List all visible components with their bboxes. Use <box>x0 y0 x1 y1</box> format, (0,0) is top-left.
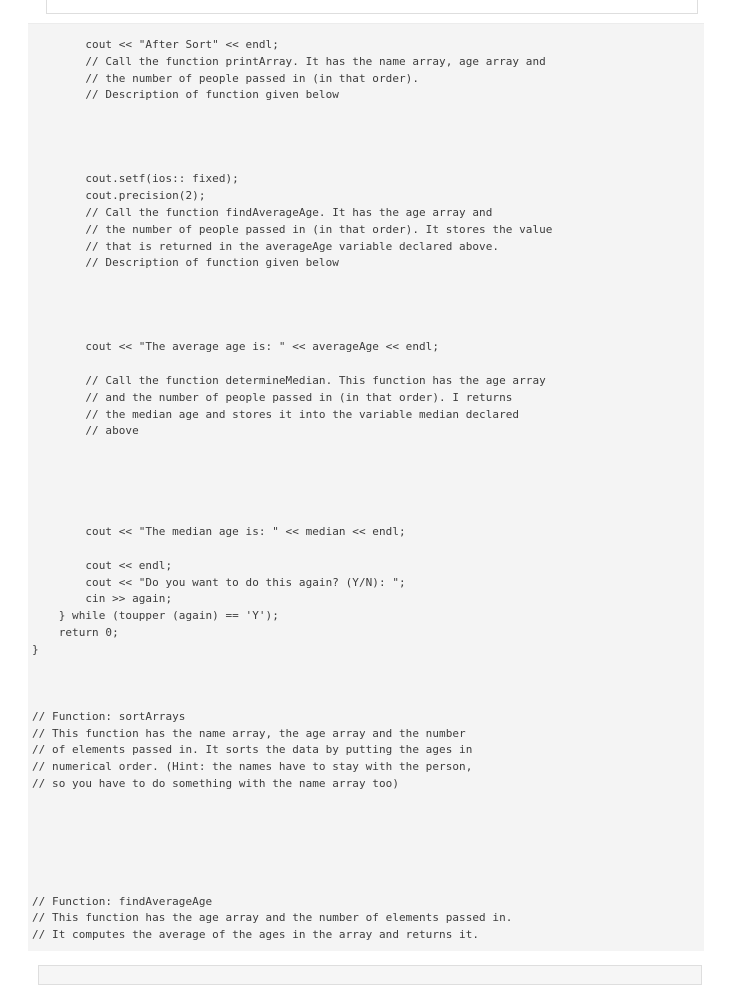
code-line: } while (toupper (again) == 'Y'); <box>32 609 279 623</box>
code-line <box>32 356 552 373</box>
code-line: // Description of function given below <box>32 256 339 270</box>
code-line: cin >> again; <box>32 592 173 606</box>
code-line: cout << endl; <box>32 558 173 572</box>
code-line: // the median age and stores it into the variable median declared <box>32 407 520 421</box>
code-line <box>32 541 552 558</box>
code-line <box>32 138 552 155</box>
code-line: // This function has the name array, the age array and the number <box>32 726 466 740</box>
code-line <box>32 155 552 172</box>
code-line: return 0; <box>32 625 119 639</box>
code-line <box>32 289 552 306</box>
code-line <box>32 323 552 340</box>
code-line: cout << "Do you want to do this again? (Y/N): "; <box>32 575 406 589</box>
code-line: cout << "The average age is: " << averageAge << endl; <box>32 340 440 354</box>
code-line: // Call the function findAverageAge. It has the age array and <box>32 205 493 219</box>
code-line <box>32 692 552 709</box>
code-line: // This function has the age array and the number of elements passed in. <box>32 911 513 925</box>
code-line <box>32 440 552 457</box>
code-line: cout.setf(ios:: fixed); <box>32 172 239 186</box>
code-line <box>32 121 552 138</box>
code-line <box>32 675 552 692</box>
code-line: // so you have to do something with the name array too) <box>32 777 399 791</box>
code-lines <box>32 37 552 944</box>
code-line <box>32 658 552 675</box>
code-line <box>32 507 552 524</box>
next-code-block-edge <box>38 965 702 985</box>
code-line: // and the number of people passed in (in that order). I returns <box>32 390 513 404</box>
code-line: // of elements passed in. It sorts the data by putting the ages in <box>32 743 473 757</box>
code-line: // Description of function given below <box>32 88 339 102</box>
code-line <box>32 474 552 491</box>
code-line <box>32 826 552 843</box>
code-line <box>32 860 552 877</box>
code-line <box>32 810 552 827</box>
code-line: // Call the function printArray. It has the name array, age array and <box>32 54 546 68</box>
code-line: // Function: sortArrays <box>32 709 186 723</box>
code-line: cout << "After Sort" << endl; <box>32 38 279 51</box>
code-line <box>32 104 552 121</box>
code-line: // the number of people passed in (in that order). It stores the value <box>32 222 553 236</box>
previous-code-block-edge <box>46 0 698 14</box>
code-line: cout << "The median age is: " << median << endl; <box>32 525 406 539</box>
code-line <box>32 272 552 289</box>
code-line: // that is returned in the averageAge variable declared above. <box>32 239 500 253</box>
code-line: // the number of people passed in (in that order). <box>32 71 420 85</box>
code-line <box>32 306 552 323</box>
code-line <box>32 877 552 894</box>
code-line: // It computes the average of the ages in the array and returns it. <box>32 928 480 942</box>
code-line: cout.precision(2); <box>32 189 206 203</box>
code-line <box>32 491 552 508</box>
code-line: // above <box>32 424 139 438</box>
code-line <box>32 793 552 810</box>
code-line: } <box>32 642 39 656</box>
code-line <box>32 457 552 474</box>
code-block <box>28 23 704 951</box>
code-line: // Call the function determineMedian. This function has the age array <box>32 373 546 387</box>
code-line: // Function: findAverageAge <box>32 894 213 908</box>
code-line <box>32 843 552 860</box>
code-line: // numerical order. (Hint: the names have to stay with the person, <box>32 760 473 774</box>
